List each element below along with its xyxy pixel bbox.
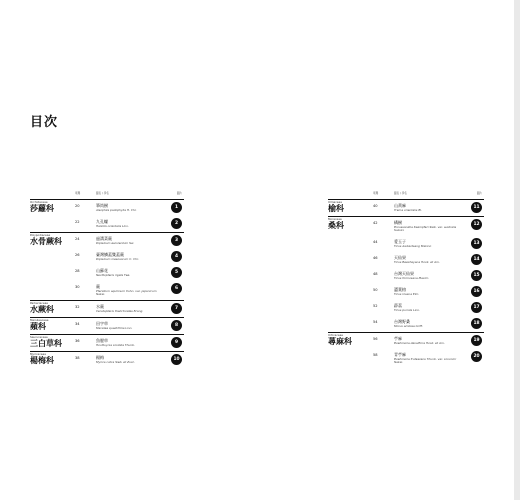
entry-number-badge: 14 <box>471 254 482 265</box>
entry-number-badge: 19 <box>471 335 482 346</box>
header-name: 圖名 / 學名 <box>96 192 109 195</box>
toc-column-right <box>328 190 484 368</box>
entry-page-number: 42 <box>373 221 378 225</box>
family-section <box>30 334 184 351</box>
family-name: 三白草科 <box>30 339 62 348</box>
entry-chinese-name: 構樹 <box>394 220 402 225</box>
entry-chinese-name: 過溝菜蕨 <box>96 236 112 241</box>
family-latin-name: Parkeriaceae <box>30 301 48 305</box>
entry-chinese-name: 山蘇花 <box>96 268 108 273</box>
entry-number-badge: 10 <box>171 354 182 365</box>
family-latin-name: Urticaceae <box>328 333 344 337</box>
family-section <box>30 200 184 232</box>
entry-page-number: 54 <box>373 320 378 324</box>
entry-number-badge: 9 <box>171 337 182 348</box>
entry-number-badge: 15 <box>471 270 482 281</box>
entry-scientific-name: Broussonetia Kaempferi Sieb. var. australis Suzuki. <box>394 225 457 233</box>
entry-page-number: 38 <box>75 356 80 360</box>
entry-page-number: 56 <box>373 337 378 341</box>
family-name: 楊梅科 <box>30 356 54 365</box>
entry-page-number: 50 <box>373 288 378 292</box>
entry-chinese-name: 水蕨 <box>96 304 104 309</box>
family-name: 水骨蕨科 <box>30 237 62 246</box>
toc-entry <box>30 249 184 265</box>
entry-scientific-name: Alsophila podophylla H. Chr. <box>96 208 137 212</box>
entry-chinese-name: 台灣野桑 <box>394 319 410 324</box>
toc-entry <box>328 333 484 349</box>
family-latin-name: Ulmaceae <box>328 200 342 204</box>
toc-entry <box>30 233 184 249</box>
toc-entry <box>328 316 484 332</box>
entry-chinese-name: 田字草 <box>96 321 108 326</box>
entry-page-number: 28 <box>75 269 80 273</box>
entry-scientific-name: Boehmeria frutescens Thunb. var. concolor Nakai. <box>394 357 457 365</box>
entry-number-badge: 11 <box>471 202 482 213</box>
entry-page-number: 44 <box>373 240 378 244</box>
entry-number-badge: 7 <box>171 303 182 314</box>
family-section <box>328 332 484 368</box>
entry-page-number: 34 <box>75 322 80 326</box>
toc-entry <box>328 349 484 368</box>
header-page: 頁碼 <box>373 192 379 195</box>
toc-entry <box>30 216 184 232</box>
entry-scientific-name: Houttuynia cordata Thunb. <box>96 343 135 347</box>
toc-entry <box>30 281 184 300</box>
entry-scientific-name: Pteridium aquilinum Kuhn. var. japonicum Nakai. <box>96 289 157 297</box>
family-section <box>30 317 184 334</box>
entry-scientific-name: Ficus Beecheyana Hook. et Arn. <box>394 260 441 264</box>
family-name: 榆科 <box>328 204 344 213</box>
entry-scientific-name: Marsilea quadrifolia Linn. <box>96 326 133 330</box>
entry-page-number: 20 <box>75 204 80 208</box>
toc-entry <box>328 252 484 268</box>
entry-chinese-name: 愛玉子 <box>394 239 406 244</box>
family-name: 蘋科 <box>30 322 46 331</box>
family-latin-name: Polypodiaceae <box>30 233 51 237</box>
entry-number-badge: 13 <box>471 238 482 249</box>
entry-number-badge: 5 <box>171 267 182 278</box>
entry-scientific-name: Haliotis orientalis Linn. <box>96 224 129 228</box>
family-latin-name: Marsileaceae <box>30 318 49 322</box>
entry-scientific-name: Morus acidosa Griff. <box>394 324 423 328</box>
entry-page-number: 52 <box>373 304 378 308</box>
entry-page-number: 32 <box>75 305 80 309</box>
toc-entry <box>30 318 184 334</box>
toc-entry <box>30 352 184 368</box>
entry-page-number: 36 <box>75 339 80 343</box>
toc-entry <box>30 335 184 351</box>
entry-number-badge: 4 <box>171 251 182 262</box>
family-section <box>328 200 484 216</box>
entry-scientific-name: Ceratopteris thalictroides Brong. <box>96 309 144 313</box>
entry-chinese-name: 魚腥草 <box>96 338 108 343</box>
entry-chinese-name: 薜荔 <box>394 303 402 308</box>
entry-scientific-name: Diplazium esculentum Sw. <box>96 241 135 245</box>
entry-chinese-name: 臺灣鱗蓋雙蓋蕨 <box>96 252 124 257</box>
entry-number-badge: 2 <box>171 218 182 229</box>
family-name: 桑科 <box>328 221 344 230</box>
entry-chinese-name: 楊梅 <box>96 355 104 360</box>
entry-number-badge: 12 <box>471 219 482 230</box>
entry-page-number: 46 <box>373 256 378 260</box>
entry-page-number: 48 <box>373 272 378 276</box>
toc-entry <box>30 265 184 281</box>
family-section <box>328 216 484 332</box>
entry-number-badge: 20 <box>471 351 482 362</box>
entry-chinese-name: 台灣天仙果 <box>394 271 414 276</box>
entry-chinese-name: 苧麻 <box>394 336 402 341</box>
toc-entry <box>328 300 484 316</box>
toc-column-left <box>30 190 184 368</box>
entry-page-number: 30 <box>75 285 80 289</box>
family-section <box>30 351 184 368</box>
family-name: 水蕨科 <box>30 305 54 314</box>
entry-scientific-name: Ficus irisana Elm. <box>394 292 420 296</box>
entry-number-badge: 18 <box>471 318 482 329</box>
entry-chinese-name: 青苧麻 <box>394 352 406 357</box>
toc-header <box>328 190 484 200</box>
header-name: 圖名 / 學名 <box>394 192 407 195</box>
family-name: 蕁麻科 <box>328 337 352 346</box>
toc-entry <box>328 200 484 216</box>
entry-page-number: 24 <box>75 237 80 241</box>
entry-number-badge: 6 <box>171 283 182 294</box>
family-latin-name: Moraceae <box>328 217 342 221</box>
entry-scientific-name: Ficus pumila Linn. <box>394 308 421 312</box>
entry-chinese-name: 筆筒樹 <box>96 203 108 208</box>
entry-number-badge: 16 <box>471 286 482 297</box>
entry-scientific-name: Diplazium mesosorum C. Chr. <box>96 257 139 261</box>
family-latin-name: Saururaceae <box>30 335 48 339</box>
page-title: 目次 <box>30 115 59 130</box>
entry-scientific-name: Neottopteris rigida Fee. <box>96 273 131 277</box>
toc-entry <box>328 217 484 236</box>
toc-entry <box>30 301 184 317</box>
entry-chinese-name: 山黃麻 <box>394 203 406 208</box>
entry-chinese-name: 澀葉榕 <box>394 287 406 292</box>
entry-number-badge: 17 <box>471 302 482 313</box>
family-section <box>30 232 184 300</box>
toc-entry <box>30 200 184 216</box>
entry-scientific-name: Myrica rubra Sieb. et Zucc. <box>96 360 136 364</box>
entry-number-badge: 8 <box>171 320 182 331</box>
entry-page-number: 22 <box>75 220 80 224</box>
family-latin-name: Orchidaceae <box>30 200 48 204</box>
header-number: 圖片 <box>176 192 182 195</box>
toc-entry <box>328 284 484 300</box>
entry-page-number: 26 <box>75 253 80 257</box>
toc-entry <box>328 236 484 252</box>
entry-scientific-name: Ficus formosana Maxim. <box>394 276 430 280</box>
toc-header <box>30 190 184 200</box>
entry-chinese-name: 蕨 <box>96 284 100 289</box>
entry-scientific-name: Boehmeria densiflora Hook. et Arn. <box>394 341 445 345</box>
family-latin-name: Myricaceae <box>30 352 46 356</box>
family-section <box>30 300 184 317</box>
entry-scientific-name: Ficus Awkeotsang Makino <box>394 244 432 248</box>
page-edge <box>514 0 520 500</box>
entry-chinese-name: 九孔螺 <box>96 219 108 224</box>
entry-page-number: 58 <box>373 353 378 357</box>
toc-entry <box>328 268 484 284</box>
entry-number-badge: 1 <box>171 202 182 213</box>
header-number: 圖片 <box>476 192 482 195</box>
header-page: 頁碼 <box>75 192 81 195</box>
entry-scientific-name: Trema orientalis Bl. <box>394 208 423 212</box>
entry-chinese-name: 天仙果 <box>394 255 406 260</box>
family-name: 莎蘿科 <box>30 204 54 213</box>
entry-number-badge: 3 <box>171 235 182 246</box>
entry-page-number: 40 <box>373 204 378 208</box>
